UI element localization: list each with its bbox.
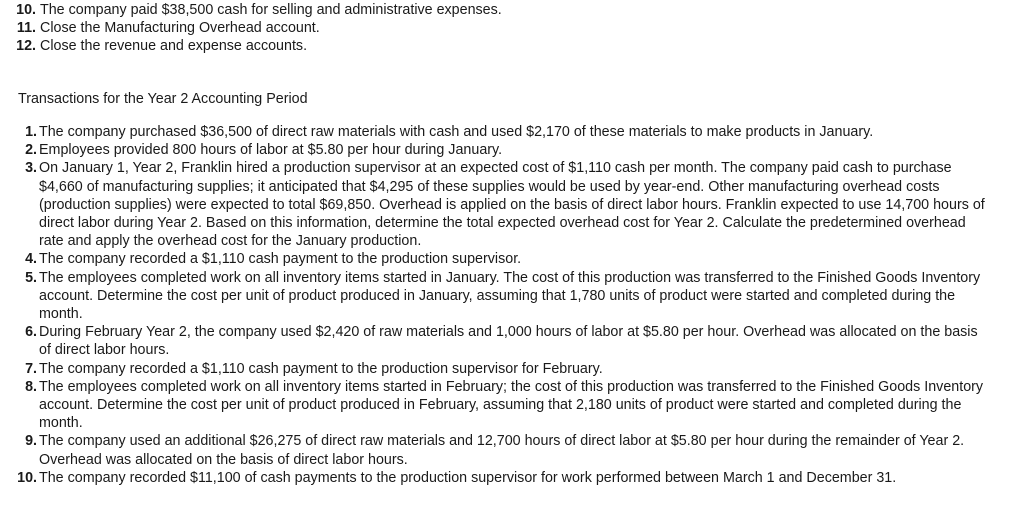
item-number: 4.: [25, 251, 37, 268]
item-text: The employees completed work on all inventory items started in January. The cost of this production was transferred to the Finished Goods Inventory account. Determine the cost per unit of product produced in January, assuming that 1,780 units of product were started and completed during the month.: [39, 269, 981, 323]
year2-transactions-list: [0, 123, 985, 487]
item-number: 7.: [25, 360, 37, 377]
year1-closing-items: [0, 1, 1010, 56]
list-item: [0, 123, 985, 141]
item-text: The company recorded $11,100 of cash payments to the production supervisor for work performed between March 1 and December 31.: [39, 469, 897, 486]
item-number: 1.: [25, 124, 37, 140]
item-text: Close the revenue and expense accounts.: [40, 38, 308, 55]
item-number: 10.: [16, 2, 36, 18]
item-number: 8.: [25, 378, 37, 395]
list-item: [0, 432, 985, 468]
list-item: [0, 269, 985, 324]
item-number: 9.: [25, 433, 37, 450]
item-text: The company recorded a $1,110 cash payment to the production supervisor.: [39, 251, 522, 268]
item-number: 11.: [16, 20, 36, 37]
list-item: [0, 378, 985, 433]
item-text: Close the Manufacturing Overhead account.: [40, 20, 320, 37]
list-item: [0, 159, 985, 250]
item-number: 5.: [25, 269, 37, 286]
item-number: 10.: [17, 469, 37, 486]
item-number: 2.: [25, 142, 37, 159]
section-heading: Transactions for the Year 2 Accounting Period: [18, 91, 308, 107]
item-number: 6.: [25, 324, 37, 341]
item-text: The employees completed work on all inventory items started in February; the cost of this production was transferred to the Finished Goods Inventory account. Determine the cost per unit of product produced in February, assuming that 2,180 units of product were started and completed during the month.: [39, 378, 984, 432]
item-text: The company used an additional $26,275 of direct raw materials and 12,700 hours of direct labor at $5.80 per hour during the remainder of Year 2. Overhead was allocated on the basis of direct labor hours.: [39, 433, 965, 468]
item-text: The company purchased $36,500 of direct raw materials with cash and used $2,170 of these materials to make products in January.: [39, 124, 874, 140]
list-item: [0, 360, 985, 378]
item-text: The company recorded a $1,110 cash payment to the production supervisor for February.: [39, 360, 603, 377]
item-text: On January 1, Year 2, Franklin hired a production supervisor at an expected cost of $1,110 cash per month. The company paid cash to purchase $4,660 of manufacturing supplies; it anticipated that $4,295 of these supplies would be used by year-end. Other manufacturing overhead costs (production supplies) were expected to total $69,850. Overhead is applied on the basis of direct labor hours. Franklin expected to use 14,700 hours of direct labor during Year 2. Based on this information, determine the total expected overhead cost for Year 2. Calculate the predetermined overhead rate and apply the overhead cost for the January production.: [39, 160, 985, 250]
list-item: [0, 323, 985, 359]
list-item: [0, 250, 985, 268]
list-item: [0, 141, 985, 159]
list-item: [0, 19, 1010, 37]
item-number: 12.: [16, 38, 36, 55]
list-item: [0, 37, 1010, 55]
list-item: [0, 1, 1010, 19]
item-text: During February Year 2, the company used $2,420 of raw materials and 1,000 hours of labor at $5.80 per hour. Overhead was allocated on the basis of direct labor hours.: [39, 324, 978, 359]
item-text: Employees provided 800 hours of labor at $5.80 per hour during January.: [39, 142, 503, 159]
item-number: 3.: [25, 160, 37, 177]
list-item: [0, 469, 985, 487]
item-text: The company paid $38,500 cash for selling and administrative expenses.: [40, 2, 502, 18]
